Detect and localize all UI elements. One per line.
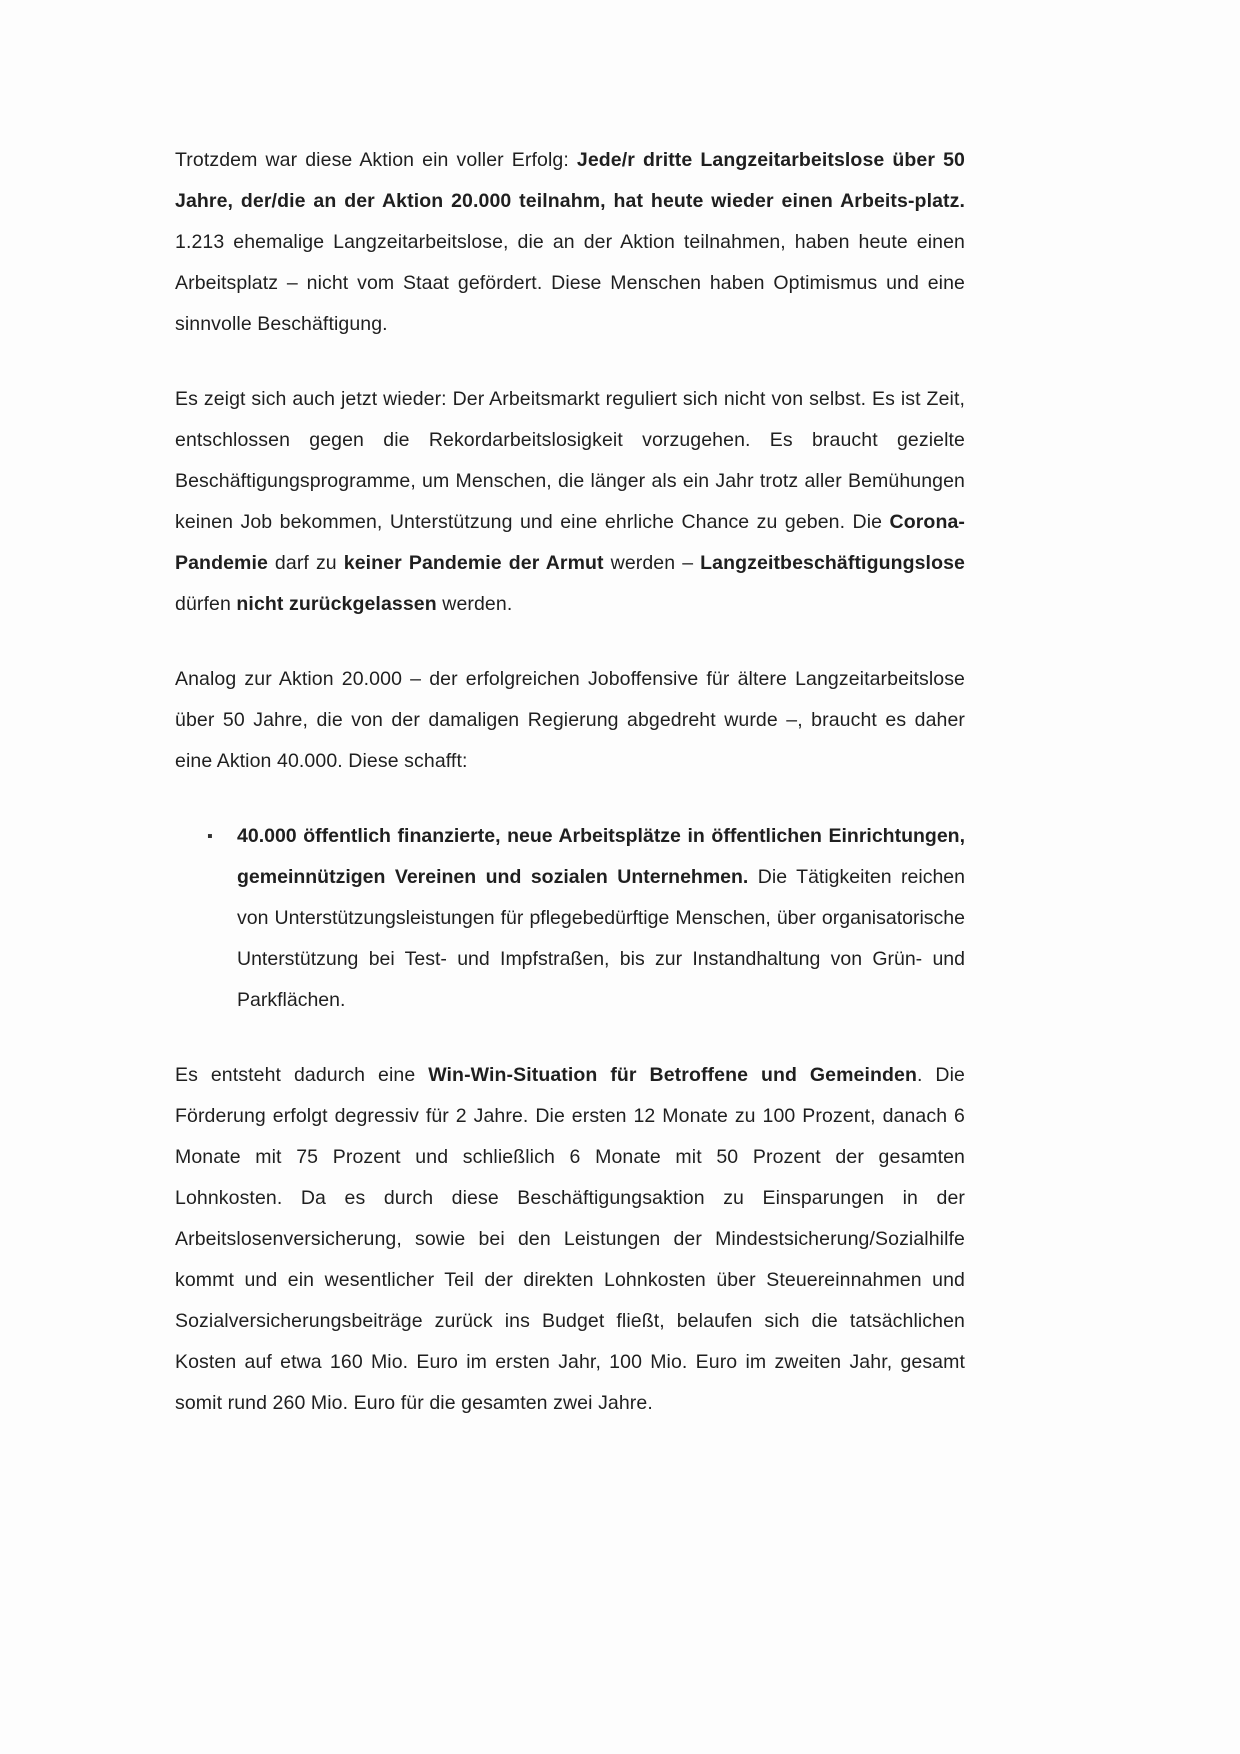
paragraph-4: Es entsteht dadurch eine Win-Win-Situation für Betroffene und Gemeinden. Die Förderung erfolgt degressiv für 2 Jahre. Die ersten 12 Monate zu 100 Prozent, danach 6 Monate mit 75 Prozent und schließlich 6 Monate mit 50 Prozent der gesamten Lohnkosten. Da es durch diese Beschäftigungsaktion zu Einsparungen in der Arbeitslosenversicherung, sowie bei den Leistungen der Mindestsicherung/Sozialhilfe kommt und ein wesentlicher Teil der direkten Lohnkosten über Steuereinnahmen und Sozialversicherungsbeiträge zurück ins Budget fließt, belaufen sich die tatsächlichen Kosten auf etwa 160 Mio. Euro im ersten Jahr, 100 Mio. Euro im zweiten Jahr, gesamt somit rund 260 Mio. Euro für die gesamten zwei Jahre. bbox=[175, 1064, 965, 1414]
bullet-marker: ▪ bbox=[207, 828, 213, 845]
paragraph-2: Es zeigt sich auch jetzt wieder: Der Arbeitsmarkt reguliert sich nicht von selbst. Es ist Zeit, entschlossen gegen die Rekordarbeitslosigkeit vorzugehen. Es braucht gezielte Beschäftigungsprogramme, um Menschen, die länger als ein Jahr trotz aller Bemühungen keinen Job bekommen, Unterstützung und eine ehrliche Chance zu geben. Die Corona-Pandemie darf zu keiner Pandemie der Armut werden – Langzeitbeschäftigungslose dürfen nicht zurückgelassen werden. bbox=[175, 388, 965, 615]
paragraph-1: Trotzdem war diese Aktion ein voller Erfolg: Jede/r dritte Langzeitarbeitslose über 50 Jahre, der/die an der Aktion 20.000 teilnahm, hat heute wieder einen Arbeits-platz. 1.213 ehemalige Langzeitarbeitslose, die an der Aktion teilnahmen, haben heute einen Arbeitsplatz – nicht vom Staat gefördert. Diese Menschen haben Optimismus und eine sinnvolle Beschäftigung. bbox=[175, 149, 965, 335]
list-item-text: 40.000 öffentlich finanzierte, neue Arbeitsplätze in öffentlichen Einrichtungen, gemeinnützigen Vereinen und sozialen Unternehmen. Die Tätigkeiten reichen von Unterstützungsleistungen für pflegebedürftige Menschen, über organisatorische Unterstützung bei Test- und Impfstraßen, bis zur Instandhaltung von Grün- und Parkflächen. bbox=[237, 825, 965, 1011]
bullet-list bbox=[175, 816, 965, 1021]
paragraph-3: Analog zur Aktion 20.000 – der erfolgreichen Joboffensive für ältere Langzeitarbeitslose über 50 Jahre, die von der damaligen Regierung abgedreht wurde –, braucht es daher eine Aktion 40.000. Diese schafft: bbox=[175, 668, 965, 772]
document-body bbox=[175, 140, 965, 1424]
list-item bbox=[175, 816, 965, 1021]
